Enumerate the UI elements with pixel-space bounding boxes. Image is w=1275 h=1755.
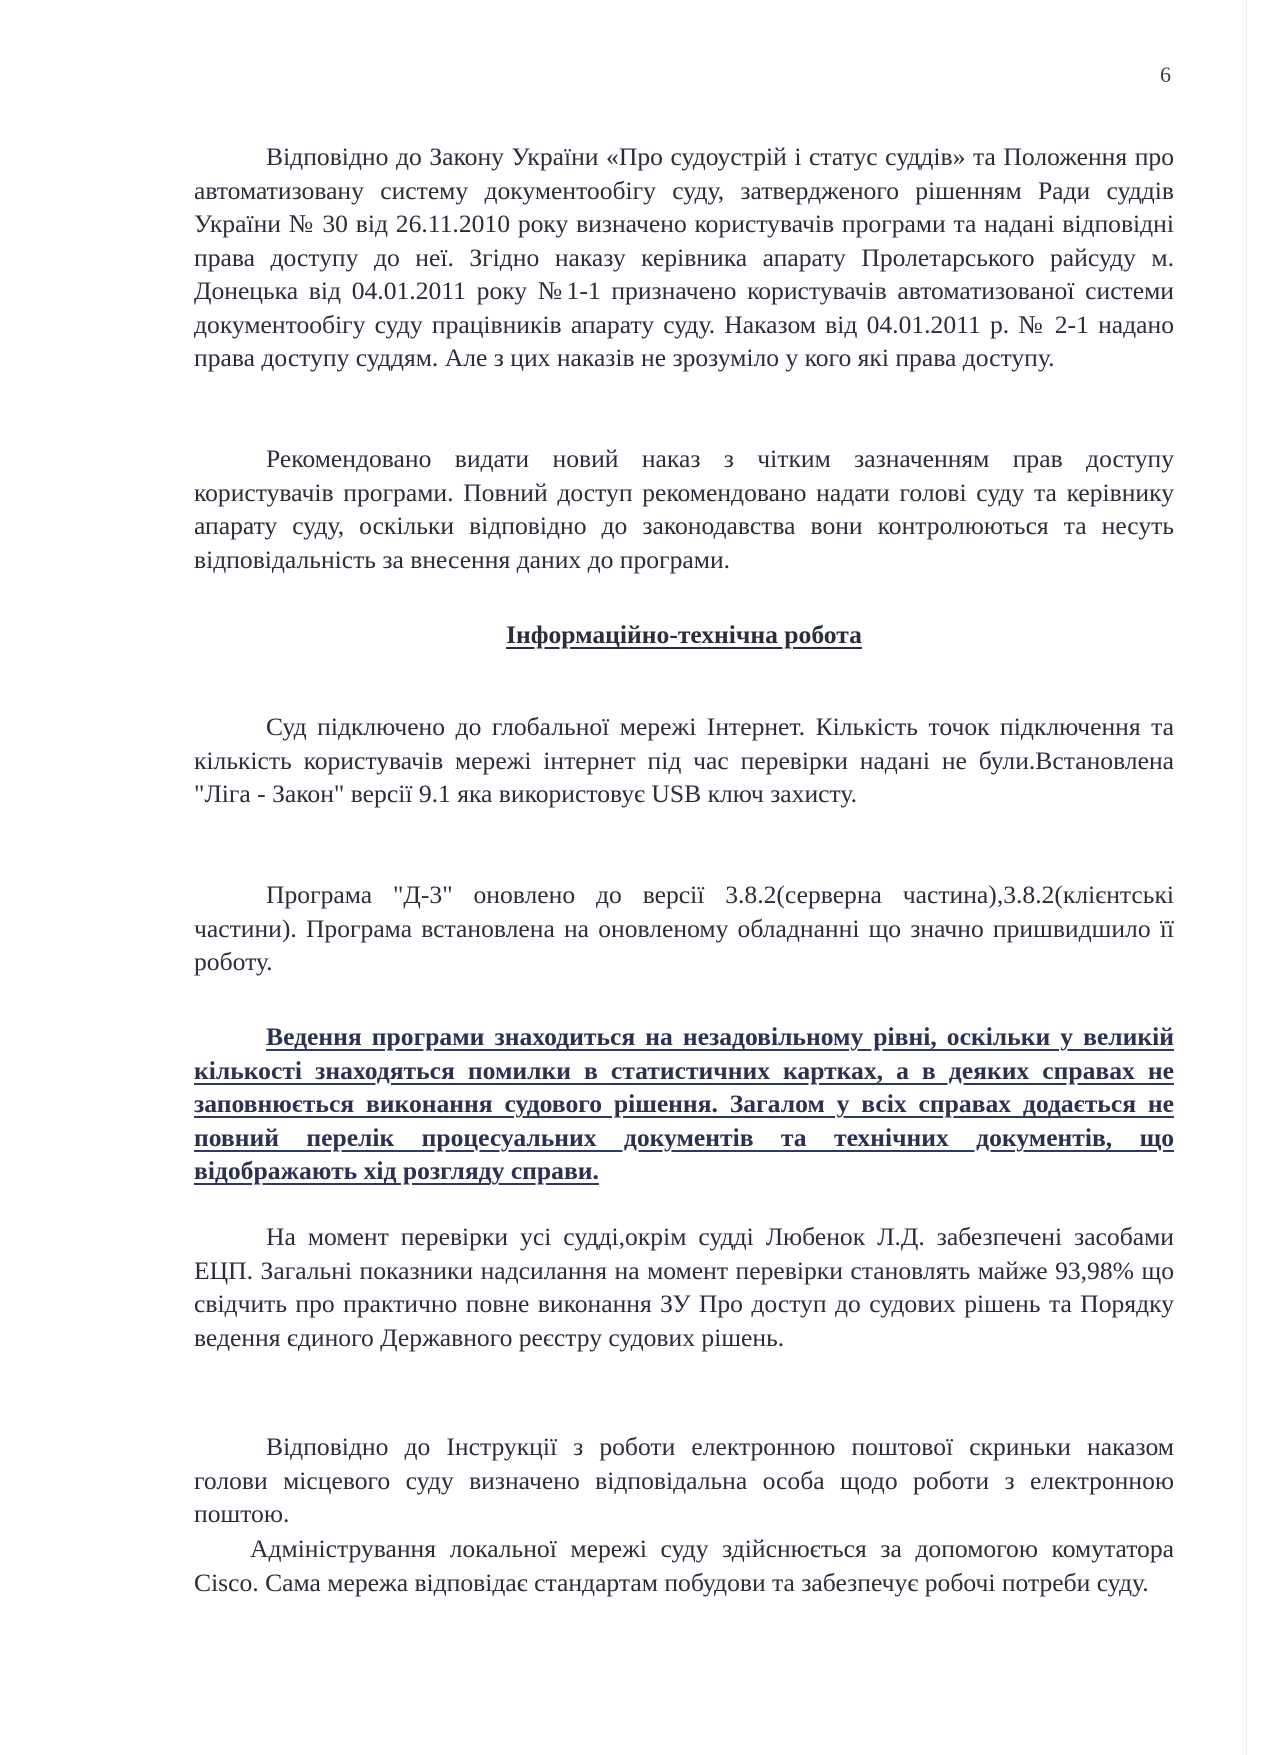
paragraph-internet: Суд підключено до глобальної мережі Інтернет. Кількість точок підключення та кількість користувачів мережі інтернет під час перевірки надані не були.Встановлена "Ліга - Закон" версії 9.1 яка використовує USB ключ захисту.	[194, 712, 1174, 808]
paragraph-recommendation: Рекомендовано видати новий наказ з чітким зазначенням прав доступу користувачів програми. Повний доступ рекомендовано надати голові суду та керівнику апарату суду, оскільки відповідно до законодавства вони контролюються та несуть відповідальність за внесення даних до програми.	[194, 444, 1174, 574]
paragraph-d3-program: Програма "Д-3" оновлено до версії 3.8.2(серверна частина),3.8.2(клієнтські частини). Програма встановлена на оновленому обладнанні що значно пришвидшило її роботу.	[194, 880, 1174, 976]
paragraph-access-rights: Відповідно до Закону України «Про судоустрій і статус суддів» та Положення про автоматизовану систему документообігу суду, затвердженого рішенням Ради суддів України № 30 від 26.11.2010 року визначено користувачів програми та надані відповідні права доступу до неї. Згідно наказу керівника апарату Пролетарського райсуду м. Донецька від 04.01.2011 року №1-1 призначено користувачів автоматизованої системи документообігу суду працівників апарату суду. Наказом від 04.01.2011 р. № 2-1 надано права доступу суддям. Але з цих наказів не зрозуміло у кого які права доступу.	[194, 142, 1174, 372]
section-heading: Інформаційно-технічна робота	[506, 620, 862, 649]
paragraph-email: Відповідно до Інструкції з роботи електронною поштової скриньки наказом голови місцевого суду визначено відповідальна особа щодо роботи з електронною поштою.	[194, 1432, 1174, 1528]
scan-edge-line	[1246, 0, 1247, 1755]
paragraph-digital-signature: На момент перевірки усі судді,окрім судді Любенок Л.Д. забезпечені засобами ЕЦП. Загальні показники надсилання на момент перевірки становлять майже 93,98% що свідчить про практично повне виконання ЗУ Про доступ до судових рішень та Порядку ведення єдиного Державного реєстру судових рішень.	[194, 1222, 1174, 1352]
page-number: 6	[1160, 62, 1171, 87]
paragraph-program-issues: Ведення програми знаходиться на незадовільному рівні, оскільки у великій кількості знаходяться помилки в статистичних картках, а в деяких справах не заповнюється виконання судового рішення. Загалом у всіх справах додається не повний перелік процесуальних документів та технічних документів, що відображають хід розгляду справи.	[194, 1022, 1174, 1185]
paragraph-local-network: Адміністрування локальної мережі суду здійснюється за допомогою комутатора Cisco. Сама мережа відповідає стандартам побудови та забезпечує робочі потреби суду.	[194, 1534, 1174, 1597]
